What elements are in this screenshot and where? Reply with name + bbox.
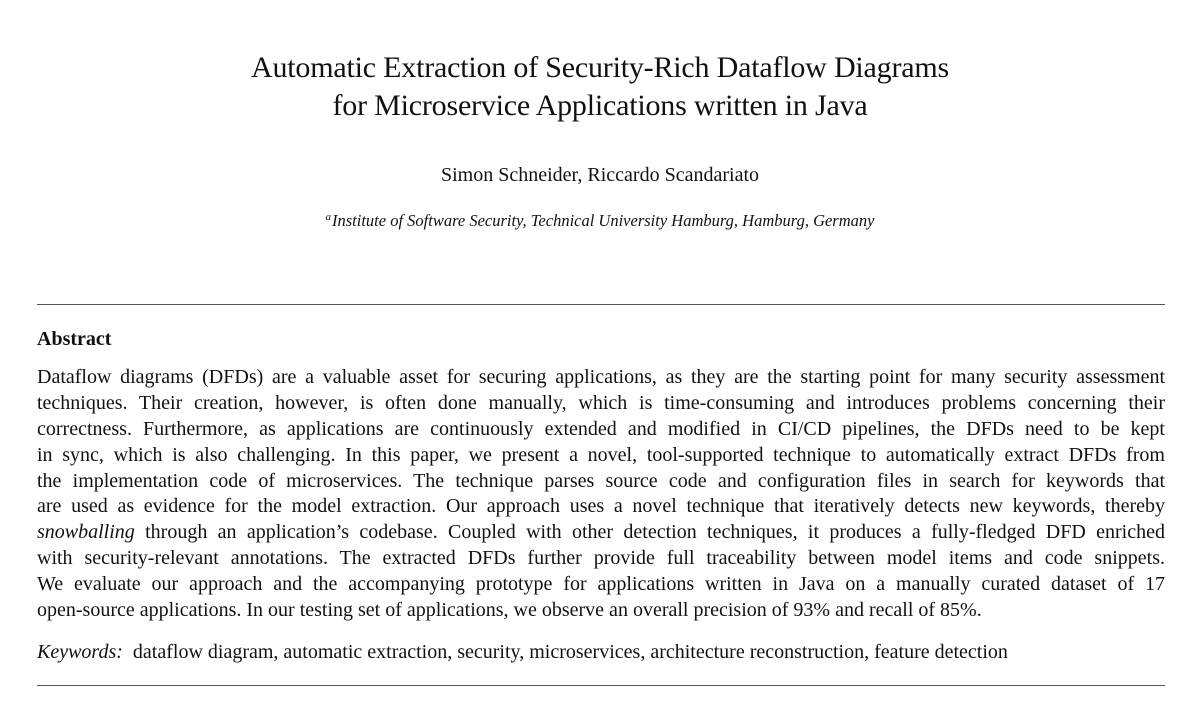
abstract-heading: Abstract	[37, 328, 112, 350]
emphasis-snowballing: snowballing	[37, 521, 135, 544]
abstract-line: open-source applications. In our testing set of applications, we observe an overall precision of 93% and recall of 85%.	[37, 599, 982, 622]
keywords-text: dataflow diagram, automatic extraction, security, microservices, architecture reconstruction, feature detection	[132, 641, 1008, 663]
abstract-line: Dataflow diagrams (DFDs) are a valuable asset for securing applications, as they are the starting point for many security assessment	[37, 366, 1165, 388]
affiliation-text: Institute of Software Security, Technical University Hamburg, Hamburg, Germany	[332, 211, 875, 230]
abstract-body	[37, 365, 1165, 624]
abstract-line-with-emphasis	[37, 520, 1165, 546]
top-divider	[37, 304, 1165, 305]
abstract-line: correctness. Furthermore, as applications are continuously extended and modified in CI/CD pipelines, the DFDs need to be kept	[37, 417, 1165, 440]
affiliation	[0, 206, 1200, 232]
title-line: Automatic Extraction of Security-Rich Dataflow Diagrams	[251, 51, 949, 84]
abstract-line: techniques. Their creation, however, is often done manually, which is time-consuming and introduces problems concerning their	[37, 391, 1165, 414]
paper-title	[0, 49, 1200, 125]
abstract-line: We evaluate our approach and the accompanying prototype for applications written in Java on a manually curated dataset of 17	[37, 573, 1165, 596]
abstract-line-rest: through an application’s codebase. Coupled with other detection techniques, it produces a fully-fledged DFD enriched	[145, 521, 1165, 544]
keywords-label: Keywords:	[37, 641, 123, 663]
affiliation-mark: a	[325, 211, 332, 223]
author-list: Simon Schneider, Riccardo Scandariato	[441, 164, 759, 186]
abstract-line: with security-relevant annotations. The extracted DFDs further provide full traceability between model items and code snippets.	[37, 547, 1165, 570]
abstract-line: in sync, which is also challenging. In this paper, we present a novel, tool-supported technique to automatically extract DFDs from	[37, 443, 1165, 466]
abstract-line: are used as evidence for the model extraction. Our approach uses a novel technique that iteratively detects new keywords, thereby	[37, 495, 1165, 518]
bottom-divider	[37, 685, 1165, 686]
abstract-line: the implementation code of microservices. The technique parses source code and configuration files in search for keywords that	[37, 469, 1165, 492]
keywords-section	[37, 639, 1008, 665]
title-line: for Microservice Applications written in Java	[332, 89, 868, 122]
